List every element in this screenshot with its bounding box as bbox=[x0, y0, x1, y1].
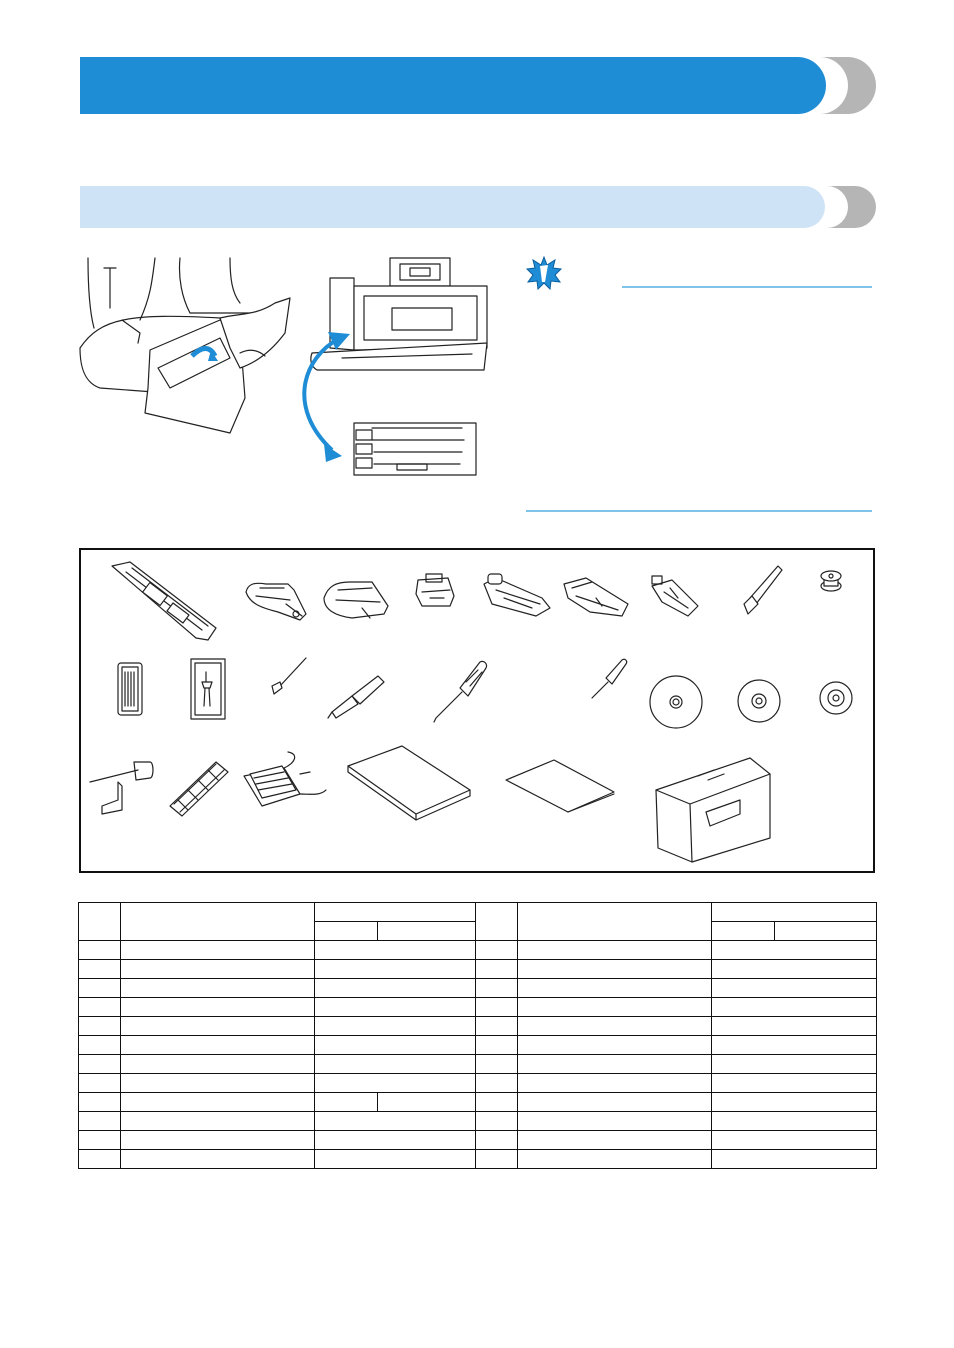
screwdriver-large-icon bbox=[430, 658, 490, 724]
table-row bbox=[79, 1074, 877, 1093]
zipper-foot-icon bbox=[480, 574, 554, 618]
note-top-rule bbox=[622, 286, 872, 288]
seam-ripper-icon bbox=[738, 564, 784, 616]
table-row bbox=[79, 998, 877, 1017]
table-row bbox=[79, 979, 877, 998]
header-cell-part-right bbox=[518, 903, 712, 941]
cleaning-brush-icon bbox=[266, 656, 310, 696]
table-row bbox=[79, 1036, 877, 1055]
table-row bbox=[79, 1055, 877, 1074]
header-cell-no-left bbox=[79, 903, 121, 941]
monogramming-foot-icon bbox=[414, 574, 456, 610]
dust-cover-icon bbox=[654, 756, 772, 864]
header-cell-no-right bbox=[476, 903, 518, 941]
instruction-manual-icon bbox=[346, 744, 472, 820]
header-subcell bbox=[378, 922, 476, 941]
burst-note-icon bbox=[526, 256, 562, 290]
bobbin-icon bbox=[818, 568, 844, 594]
header-subcell bbox=[712, 922, 775, 941]
overcasting-foot-icon bbox=[322, 578, 392, 622]
page-header-bar bbox=[80, 57, 826, 114]
note-bottom-rule bbox=[526, 510, 872, 512]
header-cell-code-left bbox=[315, 903, 476, 922]
table-row bbox=[79, 1112, 877, 1131]
table-row bbox=[79, 1150, 877, 1169]
knee-lifter-icon bbox=[88, 758, 156, 818]
twin-needle-icon bbox=[190, 658, 226, 720]
compartment-tray-illustration bbox=[292, 258, 492, 478]
zigzag-foot-icon bbox=[244, 578, 310, 622]
button-fitting-foot-icon bbox=[648, 576, 702, 618]
blind-stitch-foot-icon bbox=[562, 576, 632, 620]
spool-cap-small-icon bbox=[818, 680, 854, 716]
spool-cap-large-icon bbox=[648, 674, 704, 730]
machine-compartment-illustration bbox=[80, 258, 295, 433]
section-header-bar bbox=[80, 186, 825, 228]
table-row bbox=[79, 1017, 877, 1036]
table-row bbox=[79, 941, 877, 960]
header-cell-part-left bbox=[121, 903, 315, 941]
buttonhole-foot-icon bbox=[108, 560, 220, 642]
parts-table bbox=[78, 902, 877, 1169]
header-subcell bbox=[775, 922, 877, 941]
spool-net-icon bbox=[164, 758, 234, 820]
screwdriver-small-icon bbox=[588, 656, 630, 700]
foot-controller-icon bbox=[240, 754, 330, 814]
table-row bbox=[79, 1093, 877, 1112]
needle-set-icon bbox=[117, 662, 143, 716]
table-row bbox=[79, 1131, 877, 1150]
quick-reference-guide-icon bbox=[504, 758, 616, 814]
header-subcell bbox=[315, 922, 378, 941]
eyelet-punch-icon bbox=[324, 674, 386, 720]
table-header-row-1 bbox=[79, 903, 877, 922]
spool-cap-medium-icon bbox=[736, 678, 782, 724]
header-cell-code-right bbox=[712, 903, 877, 922]
table-row bbox=[79, 960, 877, 979]
